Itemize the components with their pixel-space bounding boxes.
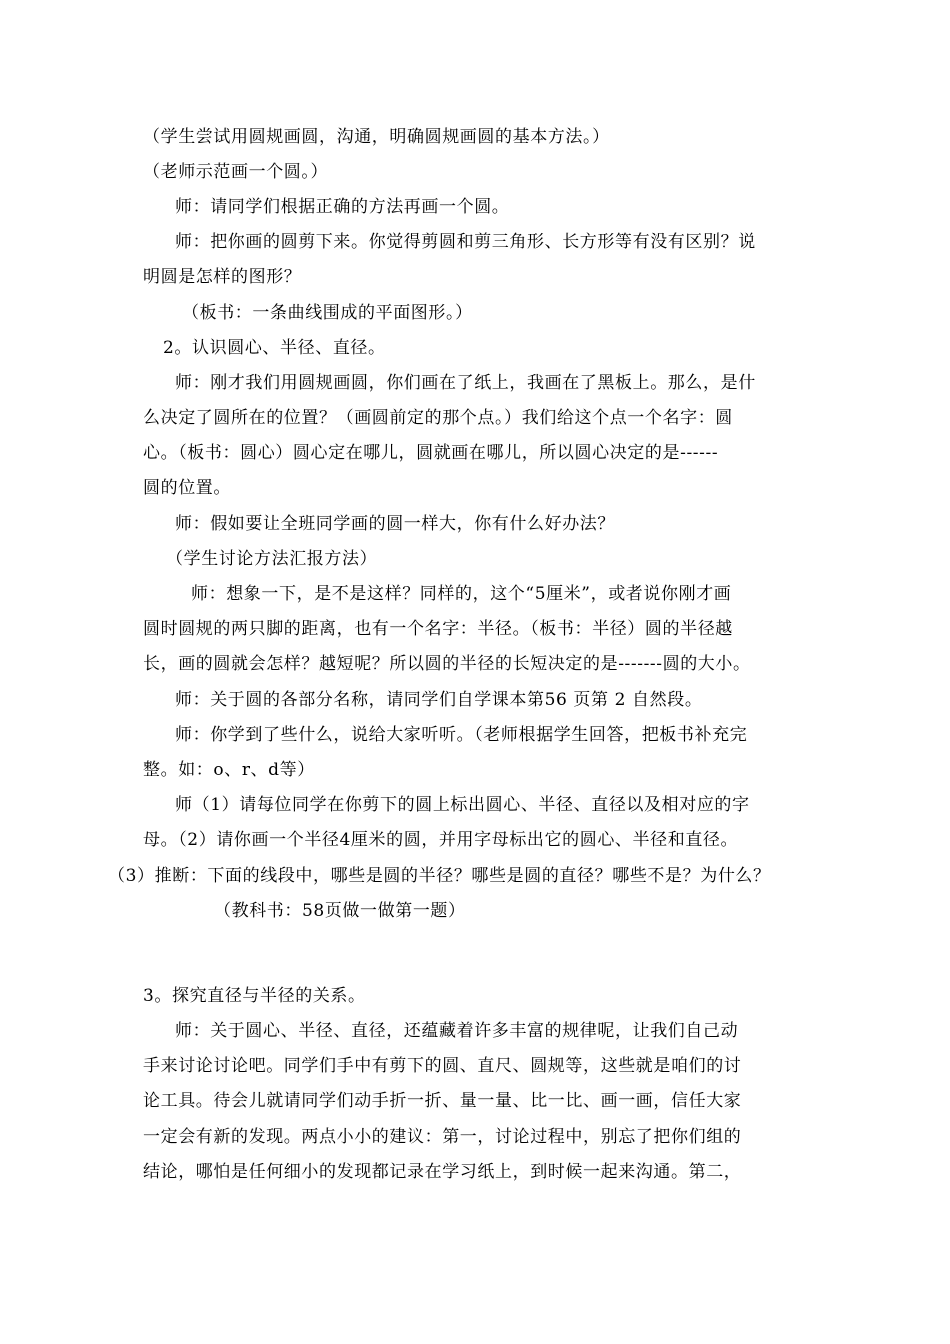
text-line: 一定会有新的发现。两点小小的建议：第一，讨论过程中，别忘了把你们组的 (143, 1127, 742, 1147)
text-line: （3）推断：下面的线段中，哪些是圆的半径？哪些是圆的直径？哪些不是？为什么？ (108, 866, 771, 886)
text-line: 母。（2）请你画一个半径4厘米的圆，并用字母标出它的圆心、半径和直径。 (143, 830, 739, 850)
text-line: 师：关于圆的各部分名称，请同学们自学课本第56 页第 2 自然段。 (175, 690, 703, 710)
section-heading: 2。认识圆心、半径、直径。 (163, 338, 386, 358)
text-line: 手来讨论讨论吧。同学们手中有剪下的圆、直尺、圆规等，这些就是咱们的讨 (143, 1056, 742, 1076)
section-heading: 3。探究直径与半径的关系。 (143, 986, 366, 1006)
text-line: 师：关于圆心、半径、直径，还蕴藏着许多丰富的规律呢，让我们自己动 (175, 1021, 739, 1041)
text-line: （学生讨论方法汇报方法） (166, 549, 378, 569)
text-line: 长，画的圆就会怎样？越短呢？所以圆的半径的长短决定的是-------圆的大小。 (143, 654, 751, 674)
text-line: 明圆是怎样的图形？ (143, 267, 302, 287)
text-line: 师：把你画的圆剪下来。你觉得剪圆和剪三角形、长方形等有没有区别？说 (175, 232, 756, 252)
text-line: （教科书：58页做一做第一题） (214, 901, 466, 921)
text-line: 整。如：o、r、d等） (143, 760, 315, 780)
text-line: （老师示范画一个圆。） (143, 162, 329, 182)
text-line: （板书：一条曲线围成的平面图形。） (182, 303, 473, 323)
text-line: 师：想象一下，是不是这样？同样的，这个“5厘米”，或者说你刚才画 (191, 584, 732, 604)
text-line: （学生尝试用圆规画圆，沟通，明确圆规画圆的基本方法。） (143, 127, 610, 147)
text-line: 圆时圆规的两只脚的距离，也有一个名字：半径。（板书：半径）圆的半径越 (143, 619, 733, 639)
text-line: 结论，哪怕是任何细小的发现都记录在学习纸上，到时候一起来沟通。第二， (143, 1162, 742, 1182)
text-line: 么决定了圆所在的位置？（画圆前定的那个点。）我们给这个点一个名字：圆 (143, 408, 733, 428)
text-line: 师：请同学们根据正确的方法再画一个圆。 (175, 197, 510, 217)
text-line: 心。（板书：圆心）圆心定在哪儿，圆就画在哪儿，所以圆心决定的是------ (143, 443, 719, 463)
text-line: 师：刚才我们用圆规画圆，你们画在了纸上，我画在了黑板上。那么，是什 (175, 373, 756, 393)
text-line: 师：假如要让全班同学画的圆一样大，你有什么好办法？ (175, 514, 615, 534)
text-line: 师：你学到了些什么，说给大家听听。（老师根据学生回答，把板书补充完 (175, 725, 748, 745)
text-line: 师（1）请每位同学在你剪下的圆上标出圆心、半径、直径以及相对应的字 (175, 795, 750, 815)
text-line: 论工具。待会儿就请同学们动手折一折、量一量、比一比、画一画，信任大家 (143, 1091, 742, 1111)
text-line: 圆的位置。 (143, 478, 231, 498)
